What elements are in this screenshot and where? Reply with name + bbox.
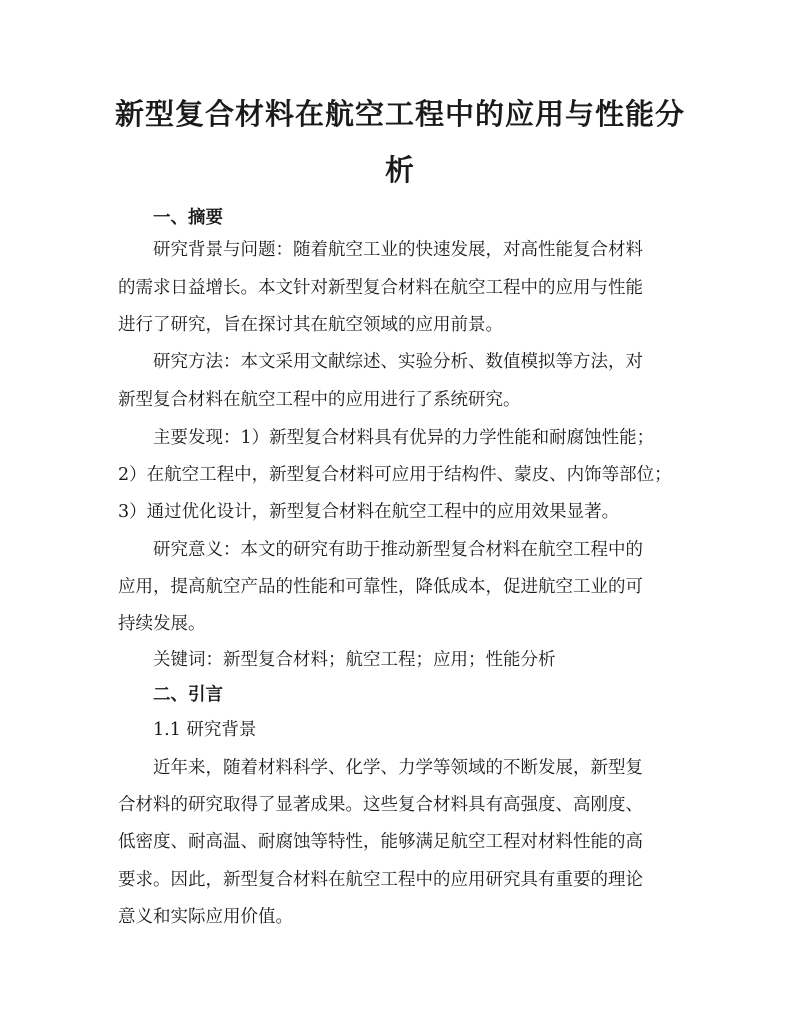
paragraph-line: 研究意义：本文的研究有助于推动新型复合材料在航空工程中的 (153, 540, 643, 560)
paragraph-line: 合材料的研究取得了显著成果。这些复合材料具有高强度、高刚度、 (118, 795, 643, 815)
paragraph-line: 的需求日益增长。本文针对新型复合材料在航空工程中的应用与性能 (118, 278, 643, 298)
paragraph-line: 低密度、耐高温、耐腐蚀等特性，能够满足航空工程对材料性能的高 (118, 832, 643, 852)
paragraph-line: 近年来，随着材料科学、化学、力学等领域的不断发展，新型复 (153, 758, 643, 778)
subsection-heading-research-background: 1.1 研究背景 (153, 720, 257, 740)
paragraph-line: 主要发现：1）新型复合材料具有优异的力学性能和耐腐蚀性能； (153, 428, 655, 448)
section-heading-introduction: 二、引言 (153, 685, 223, 705)
paragraph-line: 新型复合材料在航空工程中的应用进行了系统研究。 (118, 390, 521, 410)
keywords-line: 关键词：新型复合材料；航空工程；应用；性能分析 (153, 650, 556, 670)
paragraph-line: 3）通过优化设计，新型复合材料在航空工程中的应用效果显著。 (118, 502, 620, 522)
paragraph-line: 2）在航空工程中，新型复合材料可应用于结构件、蒙皮、内饰等部位； (118, 465, 672, 485)
document-title-line-1: 新型复合材料在航空工程中的应用与性能分 (114, 97, 685, 131)
document-title-line-2: 析 (384, 153, 415, 187)
paragraph-line: 应用，提高航空产品的性能和可靠性，降低成本，促进航空工业的可 (118, 577, 643, 597)
section-heading-abstract: 一、摘要 (153, 208, 223, 228)
paragraph-line: 研究背景与问题：随着航空工业的快速发展，对高性能复合材料 (153, 240, 643, 260)
paragraph-line: 研究方法：本文采用文献综述、实验分析、数值模拟等方法，对 (153, 352, 643, 372)
paragraph-line: 要求。因此，新型复合材料在航空工程中的应用研究具有重要的理论 (118, 870, 643, 890)
paragraph-line: 持续发展。 (118, 614, 206, 634)
paragraph-line: 意义和实际应用价值。 (118, 907, 293, 927)
paragraph-line: 进行了研究，旨在探讨其在航空领域的应用前景。 (118, 315, 503, 335)
